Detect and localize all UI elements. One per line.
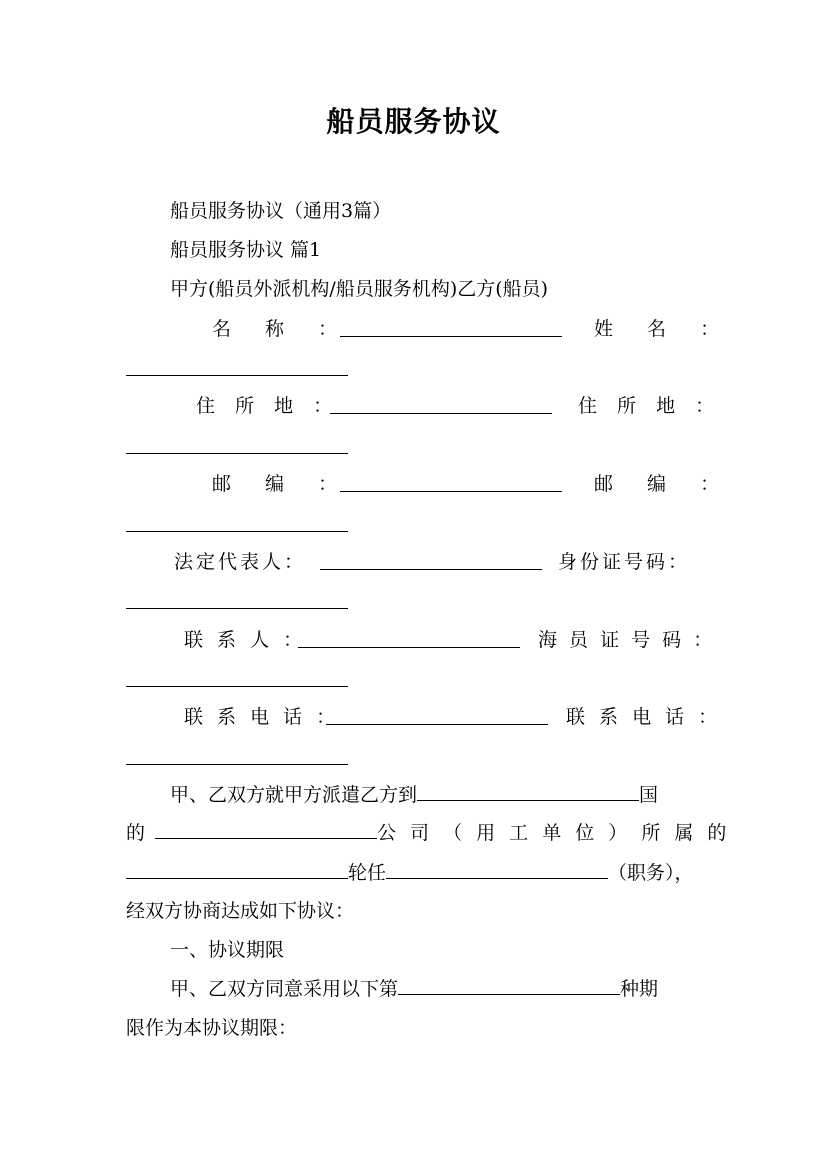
paragraph-1-start (170, 782, 658, 808)
paragraph-6: 限作为本协议期限： (126, 1017, 298, 1039)
intro-line-2: 船员服务协议 篇1 (170, 239, 322, 261)
paragraph-4: 经双方协商达成如下协议： (126, 900, 355, 922)
p5-start-text: 甲、乙双方同意采用以下第 (170, 978, 399, 1000)
address-label: 住 所 地 ： (196, 395, 340, 417)
seaman-id-blank (126, 686, 348, 687)
postcode2-label: 邮 编 ： (594, 473, 734, 495)
company-blank (155, 820, 377, 839)
contact-blank (298, 647, 520, 648)
phone-blank (326, 724, 548, 725)
xingming-label: 姓 名 ： (594, 318, 734, 340)
paragraph-3 (126, 860, 694, 886)
paragraph-5 (170, 976, 658, 1002)
id-blank (126, 608, 348, 609)
p5-end-text: 种期 (620, 978, 659, 1000)
p2-start-text: 的 (126, 822, 146, 844)
legal-rep-blank (320, 569, 542, 570)
p3-mid-text: 轮任 (348, 862, 387, 884)
name-label: 名 称 ： (212, 318, 352, 340)
document-title: 船员服务协议 (326, 105, 501, 138)
legal-rep-label: 法定代表人： (174, 551, 307, 573)
p2-mid-text: 公 司 （ 用 工 单 位 ） 所 属 的 (377, 822, 731, 844)
seaman-id-label: 海 员 证 号 码 ： (538, 629, 716, 651)
phone2-label: 联 系 电 话 ： (566, 706, 722, 728)
parties-line: 甲方(船员外派机构/船员服务机构)乙方(船员) (170, 278, 549, 300)
postcode-label: 邮 编 ： (212, 473, 352, 495)
p1-end-text: 国 (639, 784, 659, 806)
p1-start-text: 甲、乙双方就甲方派遣乙方到 (170, 784, 418, 806)
id-label: 身份证号码： (558, 551, 691, 573)
address2-blank (126, 453, 348, 454)
section-1-heading: 一、协议期限 (170, 939, 285, 961)
intro-line-1: 船员服务协议（通用3篇） (170, 200, 392, 222)
address-blank (330, 413, 552, 414)
term-blank (398, 976, 620, 995)
postcode2-blank (126, 531, 348, 532)
name-blank (340, 336, 562, 337)
phone2-blank (126, 764, 348, 765)
xingming-blank (126, 375, 348, 376)
postcode-blank (340, 491, 562, 492)
contact-label: 联 系 人 ： (184, 629, 307, 651)
paragraph-2 (126, 820, 731, 846)
country-blank (417, 782, 639, 801)
position-blank (386, 860, 608, 879)
address2-label: 住 所 地 ： (578, 395, 722, 417)
ship-blank (126, 860, 348, 879)
phone-label: 联 系 电 话 ： (184, 706, 340, 728)
p3-end-text: （职务）， (608, 862, 694, 884)
